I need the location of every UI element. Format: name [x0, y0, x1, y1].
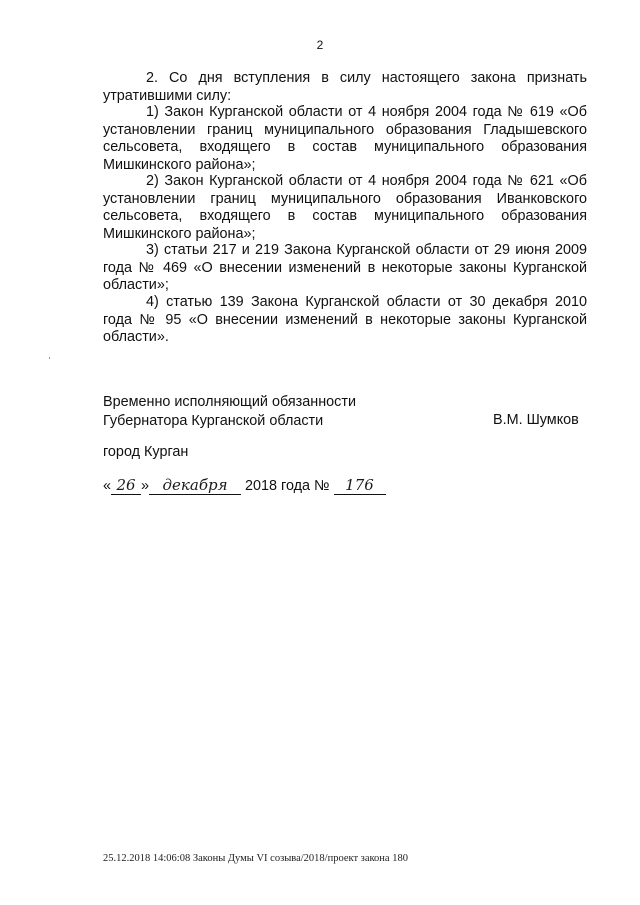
- margin-mark: [49, 357, 50, 359]
- footer-stamp: 25.12.2018 14:06:08 Законы Думы VI созыва/2018/проект закона 180: [103, 853, 408, 864]
- handwritten-number: 176: [334, 476, 386, 495]
- signature-title-line2: Губернатора Курганской области: [103, 413, 324, 429]
- open-quote: «: [103, 478, 112, 494]
- paragraph-intro: 2. Со дня вступления в силу настоящего закона признать утратившими силу:: [103, 70, 587, 104]
- year-text: 2018 года №: [245, 478, 330, 494]
- handwritten-day: 26: [111, 476, 141, 495]
- close-quote: »: [141, 478, 150, 494]
- date-line: [103, 476, 386, 495]
- handwritten-month: декабря: [149, 476, 241, 495]
- signature-title-line1: Временно исполняющий обязанности: [103, 394, 357, 410]
- signatory-name: В.М. Шумков: [493, 412, 579, 428]
- list-item-4: 4) статью 139 Закона Курганской области от 30 декабря 2010 года № 95 «О внесении изменений в некоторые законы Курганской области».: [103, 294, 587, 345]
- page-number: 2: [316, 38, 324, 52]
- list-item-3: 3) статьи 217 и 219 Закона Курганской области от 29 июня 2009 года № 469 «О внесении изменений в некоторые законы Курганской области»;: [103, 242, 587, 293]
- list-item-1: 1) Закон Курганской области от 4 ноября 2004 года № 619 «Об установлении границ муниципального образования Гладышевского сельсовета, входящего в состав муниципального образования Мишкинского района»;: [103, 104, 587, 173]
- list-item-2: 2) Закон Курганской области от 4 ноября 2004 года № 621 «Об установлении границ муниципального образования Иванковского сельсовета, входящего в состав муниципального образования Мишкинского района»;: [103, 173, 587, 242]
- city: город Курган: [103, 444, 189, 460]
